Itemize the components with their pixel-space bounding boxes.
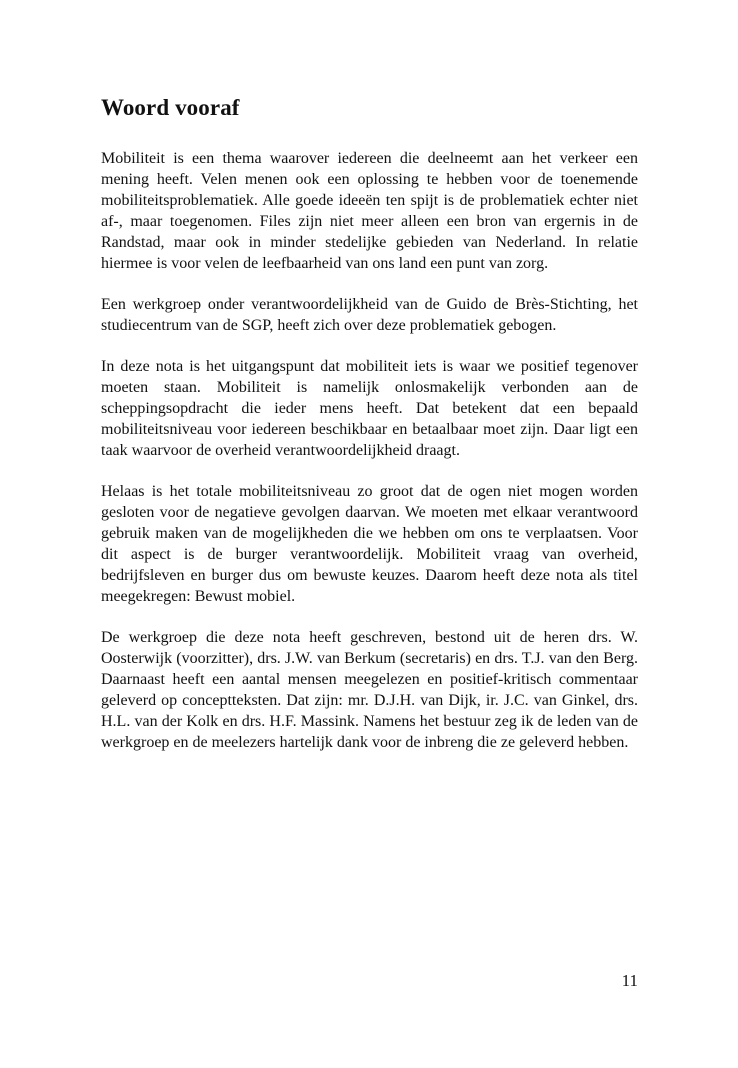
- paragraph-4: Helaas is het totale mobiliteitsniveau zo groot dat de ogen niet mogen worden gesloten voor de negatieve gevolgen daarvan. We moeten met elkaar verantwoord gebruik maken van de mogelijkheden die we hebben om ons te verplaatsen. Voor dit aspect is de burger verantwoordelijk. Mobiliteit vraag van overheid, bedrijfsleven en burger dus om bewuste keuzes. Daarom heeft deze nota als titel meegekregen: Bewust mobiel.: [101, 483, 638, 605]
- paragraph-2: Een werkgroep onder verantwoordelijkheid van de Guido de Brès-Stichting, het studiecentrum van de SGP, heeft zich over deze problematiek gebogen.: [101, 296, 638, 334]
- paragraph-1: Mobiliteit is een thema waarover iedereen die deelneemt aan het verkeer een mening heeft. Velen menen ook een oplossing te hebben voor de toenemende mobiliteitsproblematiek. Alle goede ideeën ten spijt is de problematiek echter niet af-, maar toegenomen. Files zijn niet meer alleen een bron van ergernis in de Randstad, maar ook in minder stedelijke gebieden van Nederland. In relatie hiermee is voor velen de leefbaarheid van ons land een punt van zorg.: [101, 150, 638, 272]
- paragraph-5: De werkgroep die deze nota heeft geschreven, bestond uit de heren drs. W. Oosterwijk (voorzitter), drs. J.W. van Berkum (secretaris) en drs. T.J. van den Berg. Daarnaast heeft een aantal mensen meegelezen en positief-kritisch commentaar geleverd op conceptteksten. Dat zijn: mr. D.J.H. van Dijk, ir. J.C. van Ginkel, drs. H.L. van der Kolk en drs. H.F. Massink. Namens het bestuur zeg ik de leden van de werkgroep en de meelezers hartelijk dank voor de inbreng die ze geleverd hebben.: [101, 629, 638, 751]
- paragraph-3: In deze nota is het uitgangspunt dat mobiliteit iets is waar we positief tegenover moeten staan. Mobiliteit is namelijk onlosmakelijk verbonden aan de scheppingsopdracht die ieder mens heeft. Dat betekent dat een bepaald mobiliteitsniveau voor iedereen beschikbaar en betaalbaar moet zijn. Daar ligt een taak waarvoor de overheid verantwoordelijkheid draagt.: [101, 358, 638, 459]
- page-body: [101, 92, 638, 773]
- page-number: 11: [621, 971, 638, 990]
- page-heading: Woord vooraf: [101, 95, 240, 120]
